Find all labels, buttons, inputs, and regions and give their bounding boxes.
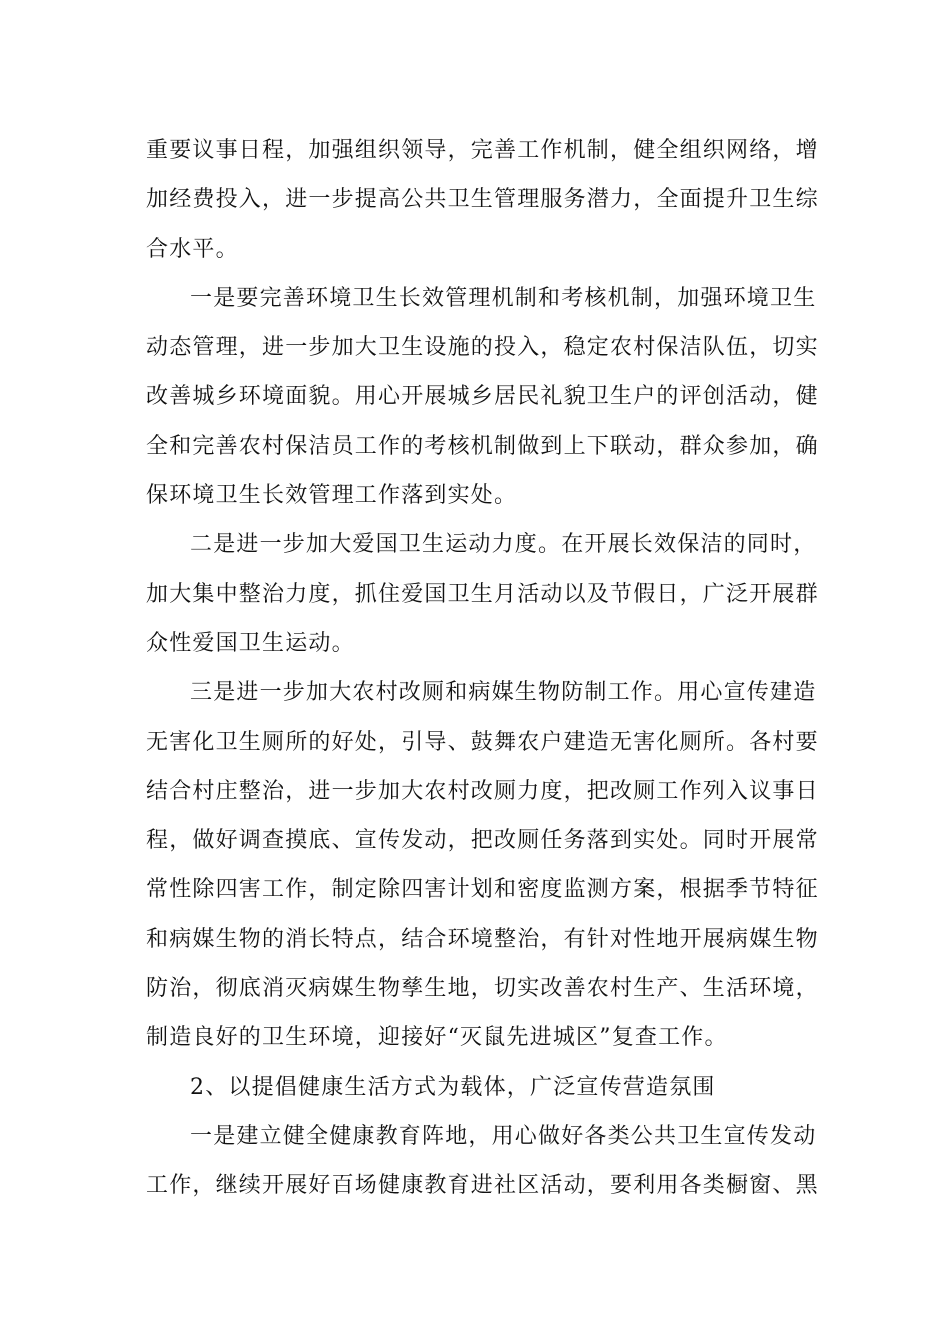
text-line: 程，做好调查摸底、宣传发动，把改厕任务落到实处。同时开展常 — [146, 828, 819, 854]
text-line: 常性除四害工作，制定除四害计划和密度监测方案，根据季节特征 — [146, 877, 819, 903]
text-line: 众性爱国卫生运动。 — [146, 630, 355, 656]
text-line: 加经费投入，进一步提高公共卫生管理服务潜力，全面提升卫生综 — [146, 187, 819, 213]
text-line: 加大集中整治力度，抓住爱国卫生月活动以及节假日，广泛开展群 — [146, 581, 819, 607]
paragraph-start-line: 三是进一步加大农村改厕和病媒生物防制工作。用心宣传建造 — [190, 680, 817, 706]
paragraph-start-line: 二是进一步加大爱国卫生运动力度。在开展长效保洁的同时， — [190, 532, 817, 558]
text-line: 保环境卫生长效管理工作落到实处。 — [146, 483, 518, 509]
text-line: 制造良好的卫生环境，迎接好“灭鼠先进城区”复查工作。 — [146, 1025, 728, 1051]
text-line: 重要议事日程，加强组织领导，完善工作机制，健全组织网络，增 — [146, 138, 819, 163]
text-line: 改善城乡环境面貌。用心开展城乡居民礼貌卫生户的评创活动，健 — [146, 384, 819, 410]
text-line: 合水平。 — [146, 236, 239, 262]
text-line: 工作，继续开展好百场健康教育进社区活动，要利用各类橱窗、黑 — [146, 1173, 819, 1199]
text-line: 防治，彻底消灭病媒生物孳生地，切实改善农村生产、生活环境， — [146, 976, 819, 1002]
text-line: 结合村庄整治，进一步加大农村改厕力度，把改厕工作列入议事日 — [146, 778, 819, 804]
text-line: 全和完善农村保洁员工作的考核机制做到上下联动，群众参加，确 — [146, 433, 819, 459]
text-line: 和病媒生物的消长特点，结合环境整治，有针对性地开展病媒生物 — [146, 926, 819, 952]
text-line: 无害化卫生厕所的好处，引导、鼓舞农户建造无害化厕所。各村要 — [146, 729, 819, 755]
section-heading: 2、以提倡健康生活方式为载体，广泛宣传营造氛围 — [190, 1074, 716, 1100]
document-body — [146, 126, 819, 1211]
paragraph-start-line: 一是要完善环境卫生长效管理机制和考核机制，加强环境卫生 — [190, 285, 817, 311]
paragraph-start-line: 一是建立健全健康教育阵地，用心做好各类公共卫生宣传发动 — [190, 1123, 817, 1149]
text-line: 动态管理，进一步加大卫生设施的投入，稳定农村保洁队伍，切实 — [146, 335, 819, 361]
